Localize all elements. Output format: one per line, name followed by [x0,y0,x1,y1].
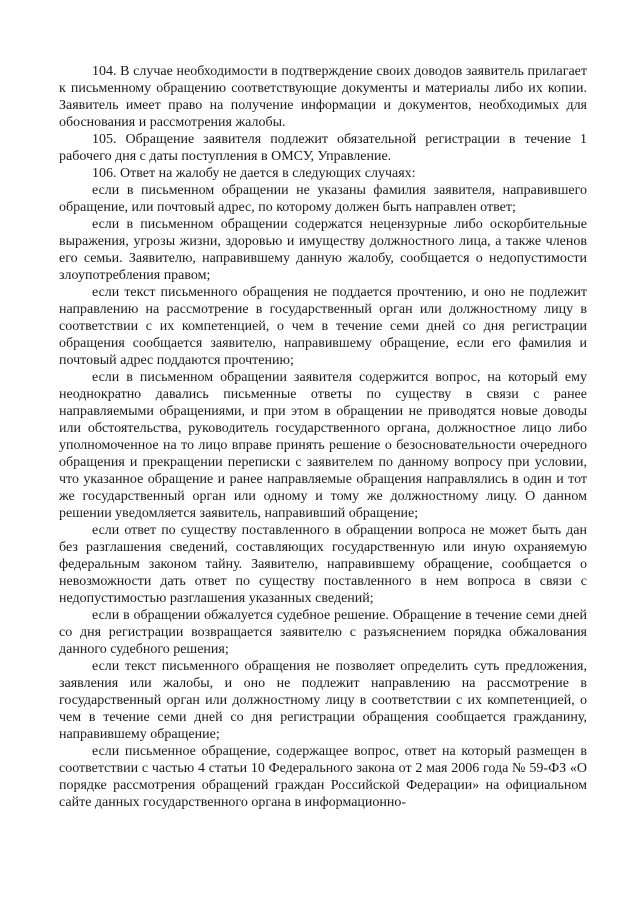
case-no-name-or-address: если в письменном обращении не указаны фамилия заявителя, направившего обращение, или почтовый адрес, по которому должен быть направлен ответ; [59,183,587,215]
case-offensive-language: если в письменном обращении содержатся нецензурные либо оскорбительные выражения, угрозы жизни, здоровью и имуществу должностного лица, а также членов его семьи. Заявителю, направившему данную жалобу, сообщается о недопустимости злоупотребления правом; [59,217,587,283]
case-answer-published: если письменное обращение, содержащее вопрос, ответ на который размещен в соответствии с частью 4 статьи 10 Федерального закона от 2 мая 2006 года № 59-ФЗ «О порядке рассмотрения обращений граждан Российской Федерации» на официальном сайте данных государственного органа в информационно- [59,744,587,810]
paragraph-106: 106. Ответ на жалобу не дается в следующих случаях: [92,166,416,181]
paragraph-105: 105. Обращение заявителя подлежит обязательной регистрации в течение 1 рабочего дня с даты поступления в ОМСУ, Управление. [59,132,587,164]
case-court-decision: если в обращении обжалуется судебное решение. Обращение в течение семи дней со дня регистрации возвращается заявителю с разъяснением порядка обжалования данного судебного решения; [59,608,587,657]
case-state-secret: если ответ по существу поставленного в обращении вопроса не может быть дан без разглашения сведений, составляющих государственную или иную охраняемую федеральным законом тайну. Заявителю, направившему обращение, сообщается о невозможности дать ответ по существу поставленного в нем вопроса в связи с недопустимостью разглашения указанных сведений; [59,523,587,606]
paragraph-104: 104. В случае необходимости в подтверждение своих доводов заявитель прилагает к письменному обращению соответствующие документы и материалы либо их копии. Заявитель имеет право на получение информации и документов, необходимых для обоснования и рассмотрения жалобы. [59,64,587,130]
case-repeated-question: если в письменном обращении заявителя содержится вопрос, на который ему неоднократно давались письменные ответы по существу в связи с ранее направляемыми обращениями, и при этом в обращении не приводятся новые доводы или обстоятельства, руководитель государственного органа, должностное лицо либо уполномоченное на то лицо вправе принять решение о безосновательности очередного обращения и прекращении переписки с заявителем по данному вопросу при условии, что указанное обращение и ранее направляемые обращения направлялись в один и тот же государственный орган или одному и тому же должностному лицу. О данном решении уведомляется заявитель, направивший обращение; [59,370,587,521]
case-unclear-essence: если текст письменного обращения не позволяет определить суть предложения, заявления или жалобы, и оно не подлежит направлению на рассмотрение в государственный орган или должностному лицу в соответствии с их компетенцией, о чем в течение семи дней со дня регистрации обращения сообщается гражданину, направившему обращение; [59,659,587,742]
document-page [59,63,587,811]
case-unreadable-text: если текст письменного обращения не поддается прочтению, и оно не подлежит направлению на рассмотрение в государственный орган или должностному лицу в соответствии с их компетенцией, о чем в течение семи дней со дня регистрации обращения сообщается заявителю, направившему обращение, если его фамилия и почтовый адрес поддаются прочтению; [59,285,587,368]
